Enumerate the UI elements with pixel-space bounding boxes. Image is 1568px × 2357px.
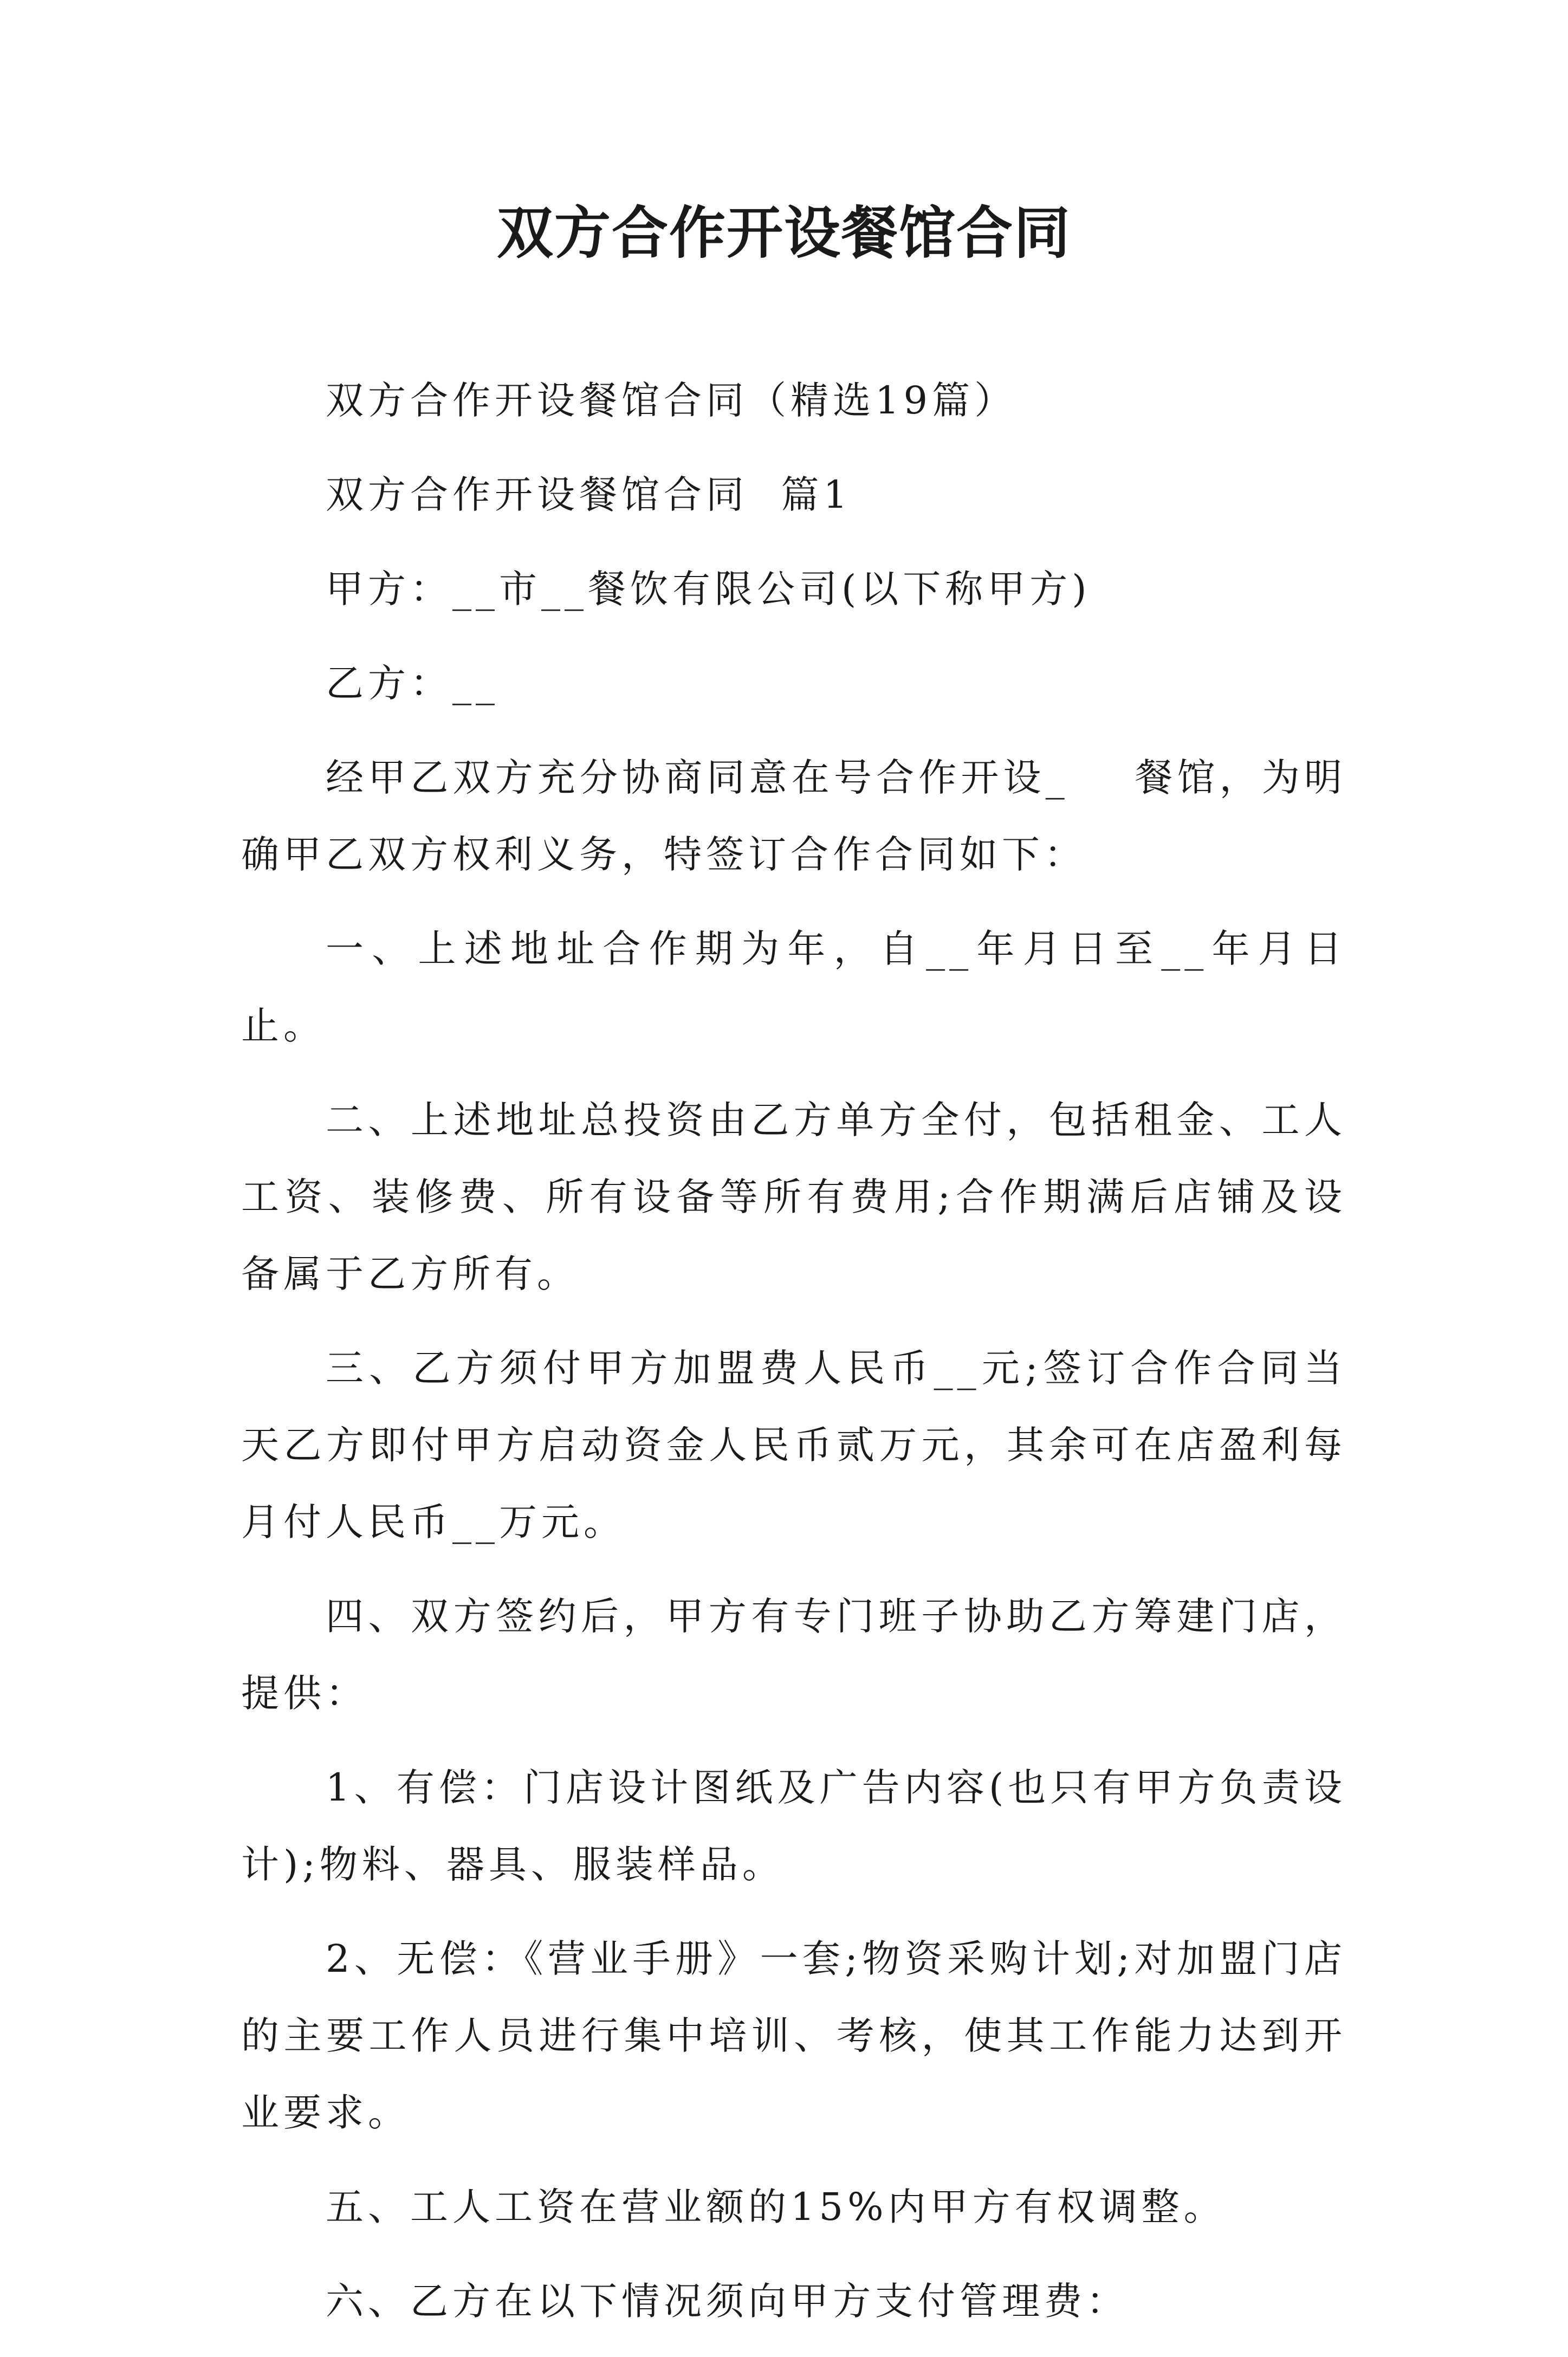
paragraph-clause-6: 六、乙方在以下情况须向甲方支付管理费： — [326, 2279, 1129, 2323]
paragraph-clause-1: 一、上述地址合作期为年，自__年月日至__年月日止。 — [241, 927, 1346, 1048]
paragraph-party-b: 乙方：__ — [326, 661, 499, 705]
paragraph-subtitle: 双方合作开设餐馆合同（精选19篇） — [326, 378, 1017, 423]
document-title: 双方合作开设餐馆合同 — [496, 199, 1071, 266]
paragraph-clause-4-item-2: 2、无偿：《营业手册》一套;物资采购计划;对加盟门店的主要工作人员进行集中培训、考核，使其工作能力达到开业要求。 — [241, 1937, 1346, 2135]
paragraph-clause-5: 五、工人工资在营业额的15%内甲方有权调整。 — [326, 2185, 1226, 2229]
paragraph-clause-2: 二、上述地址总投资由乙方单方全付，包括租金、工人工资、装修费、所有设备等所有费用;合作期满后店铺及设备属于乙方所有。 — [241, 1098, 1346, 1296]
paragraph-clause-4-item-1: 1、有偿：门店设计图纸及广告内容(也只有甲方负责设计);物料、器具、服装样品。 — [241, 1765, 1346, 1887]
paragraph-preamble: 经甲乙双方充分协商同意在号合作开设_ 餐馆，为明确甲乙双方权利义务，特签订合作合同如下： — [241, 755, 1346, 877]
document-body — [241, 362, 1346, 2357]
paragraph-clause-3: 三、乙方须付甲方加盟费人民币__元;签订合作合同当天乙方即付甲方启动资金人民币贰万元，其余可在店盈利每月付人民币__万元。 — [241, 1346, 1346, 1544]
paragraph-party-a: 甲方：__市__餐饮有限公司(以下称甲方) — [326, 567, 1091, 611]
paragraph-clause-4: 四、双方签约后，甲方有专门班子协助乙方筹建门店，提供： — [241, 1594, 1346, 1715]
paragraph-section-heading: 双方合作开设餐馆合同 篇1 — [326, 472, 852, 517]
